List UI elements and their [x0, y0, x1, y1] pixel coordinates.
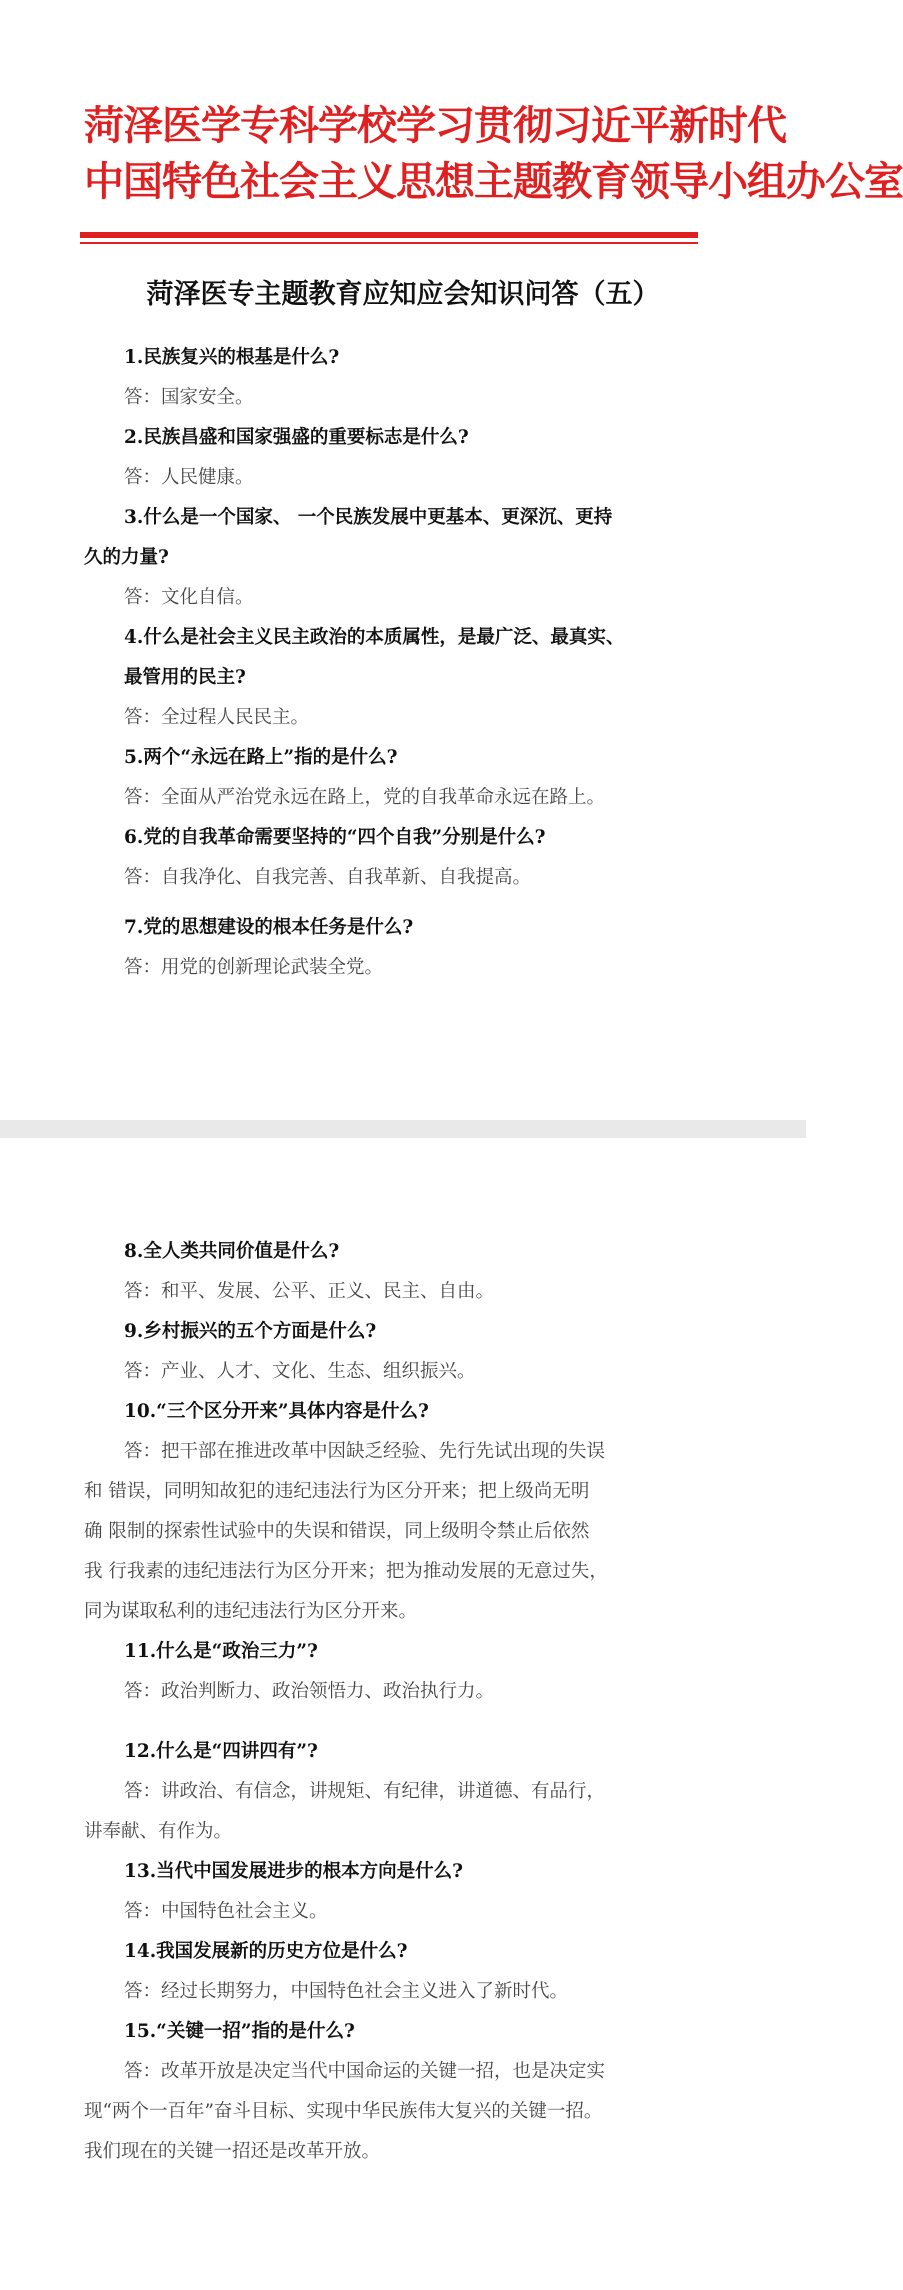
question-8: 8.全人类共同价值是什么? [124, 1241, 340, 1262]
question-3-line-2: 久的力量? [84, 547, 169, 568]
question-6: 6.党的自我革命需要坚持的“四个自我”分别是什么? [124, 827, 546, 848]
red-header [84, 98, 903, 210]
question-13: 13.当代中国发展进步的根本方向是什么? [124, 1861, 464, 1882]
answer-9: 答：产业、人才、文化、生态、组织振兴。 [124, 1361, 476, 1382]
answer-10-line-2: 和 错误，同明知故犯的违纪违法行为区分开来；把上级尚无明 [84, 1481, 590, 1502]
question-14: 14.我国发展新的历史方位是什么? [124, 1941, 408, 1962]
question-12: 12.什么是“四讲四有”? [124, 1741, 318, 1762]
answer-10-line-1: 答：把干部在推进改革中因缺乏经验、先行先试出现的失误 [124, 1441, 606, 1462]
answer-10-line-3: 确 限制的探索性试验中的失误和错误，同上级明令禁止后依然 [84, 1521, 590, 1542]
question-9: 9.乡村振兴的五个方面是什么? [124, 1321, 377, 1342]
answer-15-line-3: 我们现在的关键一招还是改革开放。 [84, 2141, 381, 2162]
answer-5: 答：全面从严治党永远在路上，党的自我革命永远在路上。 [124, 787, 606, 808]
answer-1: 答：国家安全。 [124, 387, 254, 408]
answer-11: 答：政治判断力、政治领悟力、政治执行力。 [124, 1681, 495, 1702]
document-title: 菏泽医专主题教育应知应会知识问答（五） [146, 279, 660, 310]
page-separator [0, 1120, 806, 1138]
answer-3: 答：文化自信。 [124, 587, 254, 608]
question-4-line-2: 最管用的民主? [124, 667, 246, 688]
question-3-line-1: 3.什么是一个国家、 一个民族发展中更基本、更深沉、更持 [124, 507, 613, 528]
question-11: 11.什么是“政治三力”? [124, 1641, 318, 1662]
page-one [0, 0, 903, 1120]
answer-15-line-2: 现“两个一百年”奋斗目标、实现中华民族伟大复兴的关键一招。 [84, 2101, 603, 2122]
answer-6: 答：自我净化、自我完善、自我革新、自我提高。 [124, 867, 532, 888]
answer-8: 答：和平、发展、公平、正义、民主、自由。 [124, 1281, 495, 1302]
answer-12-line-2: 讲奉献、有作为。 [84, 1821, 233, 1842]
header-line-2: 中国特色社会主义思想主题教育领导小组办公室 [84, 158, 903, 205]
question-2: 2.民族昌盛和国家强盛的重要标志是什么? [124, 427, 469, 448]
question-5: 5.两个“永远在路上”指的是什么? [124, 747, 398, 768]
answer-10-line-5: 同为谋取私利的违纪违法行为区分开来。 [84, 1601, 418, 1622]
question-7: 7.党的思想建设的根本任务是什么? [124, 917, 414, 938]
header-rule-thick [80, 232, 698, 238]
answer-2: 答：人民健康。 [124, 467, 254, 488]
header-line-1: 菏泽医学专科学校学习贯彻习近平新时代 [84, 102, 786, 149]
question-10: 10.“三个区分开来”具体内容是什么? [124, 1401, 429, 1422]
answer-7: 答：用党的创新理论武装全党。 [124, 957, 384, 978]
answer-14: 答：经过长期努力，中国特色社会主义进入了新时代。 [124, 1981, 569, 2002]
question-1: 1.民族复兴的根基是什么? [124, 347, 340, 368]
answer-12-line-1: 答：讲政治、有信念，讲规矩、有纪律，讲道德、有品行， [124, 1781, 606, 1802]
question-4-line-1: 4.什么是社会主义民主政治的本质属性，是最广泛、最真实、 [124, 627, 625, 648]
scan-artifact [124, 1712, 724, 1724]
question-15: 15.“关键一招”指的是什么? [124, 2021, 355, 2042]
answer-10-line-4: 我 行我素的违纪违法行为区分开来；把为推动发展的无意过失， [84, 1561, 608, 1582]
page-two [0, 1138, 806, 2290]
answer-15-line-1: 答：改革开放是决定当代中国命运的关键一招，也是决定实 [124, 2061, 606, 2082]
answer-4: 答：全过程人民民主。 [124, 707, 310, 728]
header-rule-thin [80, 242, 698, 244]
answer-13: 答：中国特色社会主义。 [124, 1901, 328, 1922]
